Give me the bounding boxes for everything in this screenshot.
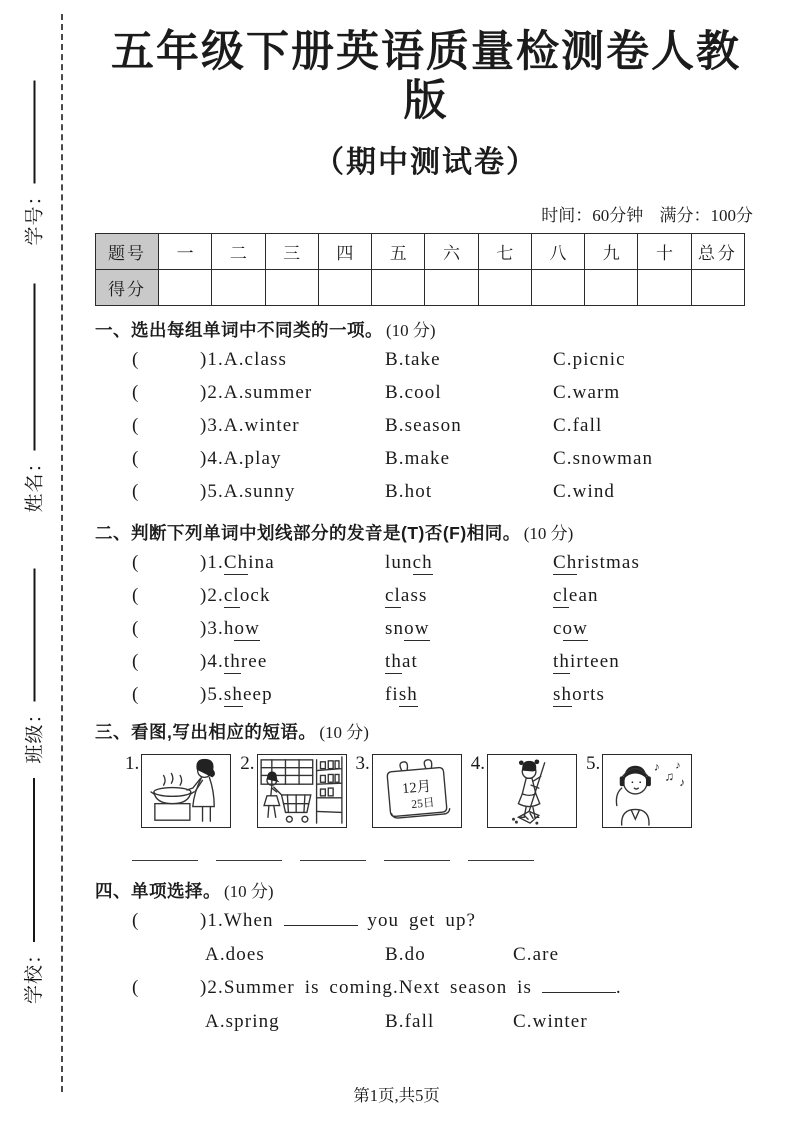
score-table-empty-cell: [318, 269, 371, 305]
class-write-line: [34, 569, 36, 702]
word-3: clean: [553, 584, 599, 606]
svg-text:♪: ♪: [679, 776, 686, 790]
underlined-letters: ow: [404, 617, 430, 639]
answer-bracket: (: [132, 480, 140, 502]
word-2: lunch: [385, 551, 433, 573]
underlined-letters: th: [385, 650, 402, 672]
question-row: [95, 552, 757, 578]
shopping-image: [257, 754, 347, 828]
school-write-line: [33, 778, 35, 942]
word-3: thirteen: [553, 650, 620, 672]
section-2-items: [95, 552, 757, 710]
word-2: that: [385, 650, 418, 672]
question-row: [95, 481, 757, 507]
section-2-score: (10 分): [523, 523, 574, 543]
student-name-field: [20, 284, 46, 513]
sidebar-dashed-divider: [61, 14, 63, 1092]
underlined-letters: cl: [223, 584, 240, 606]
option-c: C.picnic: [553, 348, 626, 370]
svg-text:♪: ♪: [675, 759, 681, 772]
score-table-column-header: 二: [212, 233, 265, 269]
underlined-letters: ow: [562, 617, 588, 639]
score-table-header-row: [96, 233, 745, 269]
question-number-header-cell: 题号: [96, 233, 159, 269]
svg-text:♪: ♪: [654, 760, 660, 774]
question-row: [95, 415, 757, 441]
class-field: [20, 569, 46, 764]
underlined-letters: Ch: [553, 551, 578, 573]
option-b: B.season: [385, 414, 462, 436]
exam-meta: [95, 201, 757, 226]
word-1: )1.China: [200, 551, 275, 573]
underlined-letters: ch: [412, 551, 433, 573]
picture-item: [471, 754, 577, 828]
underlined-letters: cl: [553, 584, 569, 606]
score-table-empty-cell: [638, 269, 691, 305]
listening-music-image: [602, 754, 692, 828]
question-row: [95, 382, 757, 408]
question-row: [95, 618, 757, 644]
section-3-answer-lines: [132, 860, 757, 861]
picture-item: [586, 754, 692, 828]
picture-number: 5.: [586, 752, 601, 774]
school-label: 学校：: [23, 943, 45, 1004]
picture-number: 1.: [125, 752, 140, 774]
answer-blank-line: [384, 860, 450, 861]
word-3: cow: [553, 617, 588, 639]
word-2: class: [385, 584, 428, 606]
word-2: snow: [385, 617, 430, 639]
answer-blank-line: [300, 860, 366, 861]
answer-bracket: (: [132, 348, 140, 370]
student-name-label: 姓名：: [24, 452, 45, 513]
section-1-heading-text: 一、选出每组单词中不同类的一项。: [95, 319, 383, 340]
answer-bracket: (: [132, 447, 140, 469]
underlined-letters: sh: [398, 683, 418, 705]
section-4-heading-text: 四、单项选择。: [95, 880, 221, 901]
calendar-day: 25日: [410, 795, 435, 811]
picture-item: [125, 754, 231, 828]
underlined-letters: cl: [385, 584, 401, 606]
word-1: )3.how: [200, 617, 260, 639]
section-2-heading-text: 二、判断下列单词中划线部分的发音是(T)否(F)相同。: [95, 522, 521, 543]
score-table-column-header: 十: [638, 233, 691, 269]
score-table-column-header: 六: [425, 233, 478, 269]
fill-in-blank: [542, 978, 616, 993]
underlined-letters: th: [553, 650, 570, 672]
class-label: 班级：: [24, 703, 45, 764]
full-score-label: 满分：100分: [659, 205, 753, 225]
question-row: [95, 448, 757, 474]
score-table-empty-cell: [478, 269, 531, 305]
score-header-cell: 得分: [96, 269, 159, 305]
section-1-score: (10 分): [386, 320, 436, 340]
question-text: )2.Summer is coming.Next season is .: [200, 976, 622, 998]
section-4-heading: [95, 877, 757, 903]
picture-item: [240, 754, 346, 828]
word-1: )2.clock: [200, 584, 271, 606]
answer-blank-line: [468, 860, 534, 861]
score-table-column-header: 总分: [691, 233, 744, 269]
answer-bracket: (: [132, 551, 140, 573]
option-a: )2.A.summer: [200, 381, 313, 403]
question-row: [95, 349, 757, 375]
page-title: 五年级下册英语质量检测卷人教版: [111, 29, 741, 126]
picture-number: 2.: [240, 752, 255, 774]
option-c: C.wind: [553, 480, 616, 502]
answer-bracket: (: [132, 584, 140, 606]
school-field: [19, 778, 45, 1004]
option-a: )3.A.winter: [200, 414, 300, 436]
option-c: C.winter: [513, 1010, 588, 1032]
option-a: A.does: [205, 943, 265, 965]
page-subtitle: （期中测试卷）: [314, 145, 538, 179]
question-row: [95, 910, 757, 936]
answer-bracket: (: [132, 650, 140, 672]
student-name-write-line: [34, 284, 36, 451]
underlined-letters: sh: [553, 683, 573, 705]
score-table-empty-cell: [265, 269, 318, 305]
section-4-score: (10 分): [224, 881, 274, 901]
score-table-empty-cell: [531, 269, 584, 305]
option-b: B.cool: [385, 381, 442, 403]
section-3-heading: [95, 718, 757, 744]
answer-bracket: (: [132, 976, 140, 998]
score-table-empty-cell: [159, 269, 212, 305]
underlined-letters: th: [223, 650, 241, 672]
section-3-pictures: [125, 754, 757, 828]
answer-bracket: (: [132, 414, 140, 436]
fill-in-blank: [284, 911, 358, 926]
option-c: C.fall: [553, 414, 603, 436]
option-a: A.spring: [205, 1010, 280, 1032]
score-table-column-header: 五: [372, 233, 425, 269]
cooking-image: [141, 754, 231, 828]
exam-content: [95, 0, 757, 1037]
answer-bracket: (: [132, 381, 140, 403]
sweeping-image: [487, 754, 577, 828]
option-b: B.fall: [385, 1010, 435, 1032]
student-id-field: [20, 81, 46, 246]
question-row: [95, 585, 757, 611]
word-3: shorts: [553, 683, 606, 705]
options-row: [205, 944, 757, 970]
section-1-items: [95, 349, 757, 507]
question-row: [95, 977, 757, 1003]
answer-bracket: (: [132, 683, 140, 705]
question-row: [95, 684, 757, 710]
answer-bracket: (: [132, 909, 140, 931]
option-c: C.snowman: [553, 447, 654, 469]
underlined-letters: sh: [223, 683, 243, 705]
score-table-empty-cell: [425, 269, 478, 305]
score-table-column-header: 九: [585, 233, 638, 269]
word-1: )5.sheep: [200, 683, 273, 705]
section-4-items: [95, 910, 757, 1037]
option-b: B.do: [385, 943, 426, 965]
picture-number: 3.: [355, 752, 370, 774]
word-2: fish: [385, 683, 418, 705]
section-3-score: (10 分): [319, 722, 369, 742]
word-3: Christmas: [553, 551, 640, 573]
score-table-empty-cell: [585, 269, 638, 305]
calendar-month: 12月: [401, 778, 432, 798]
score-table-empty-cell: [212, 269, 265, 305]
word-1: )4.three: [200, 650, 268, 672]
score-table-column-header: 三: [265, 233, 318, 269]
option-c: C.warm: [553, 381, 621, 403]
answer-blank-line: [216, 860, 282, 861]
score-table-column-header: 一: [159, 233, 212, 269]
picture-item: [356, 754, 462, 828]
score-table-column-header: 七: [478, 233, 531, 269]
page-number: 第1页,共5页: [353, 1086, 440, 1105]
underlined-letters: ow: [234, 617, 260, 639]
option-a: )1.A.class: [200, 348, 287, 370]
answer-bracket: (: [132, 617, 140, 639]
option-b: B.make: [385, 447, 451, 469]
underlined-letters: Ch: [223, 551, 249, 573]
section-3-heading-text: 三、看图,写出相应的短语。: [95, 721, 317, 742]
score-table-score-row: [96, 269, 745, 305]
options-row: [205, 1011, 757, 1037]
section-2-heading: [95, 519, 757, 545]
student-id-label: 学号：: [24, 185, 45, 246]
question-text: )1.When you get up?: [200, 909, 477, 931]
score-table-column-header: 八: [531, 233, 584, 269]
question-row: [95, 651, 757, 677]
student-id-write-line: [34, 81, 36, 184]
time-limit-label: 时间：60分钟: [541, 205, 644, 225]
picture-number: 4.: [470, 752, 485, 774]
option-c: C.are: [513, 943, 560, 965]
score-table-empty-cell: [372, 269, 425, 305]
score-table-column-header: 四: [318, 233, 371, 269]
option-a: )5.A.sunny: [200, 480, 296, 502]
option-b: B.hot: [385, 480, 433, 502]
option-a: )4.A.play: [200, 447, 282, 469]
calendar-image: [372, 754, 462, 828]
answer-blank-line: [132, 860, 198, 861]
section-1-heading: [95, 316, 757, 342]
option-b: B.take: [385, 348, 441, 370]
score-table-empty-cell: [691, 269, 744, 305]
score-table: [95, 233, 745, 306]
svg-text:♫: ♫: [664, 769, 675, 784]
